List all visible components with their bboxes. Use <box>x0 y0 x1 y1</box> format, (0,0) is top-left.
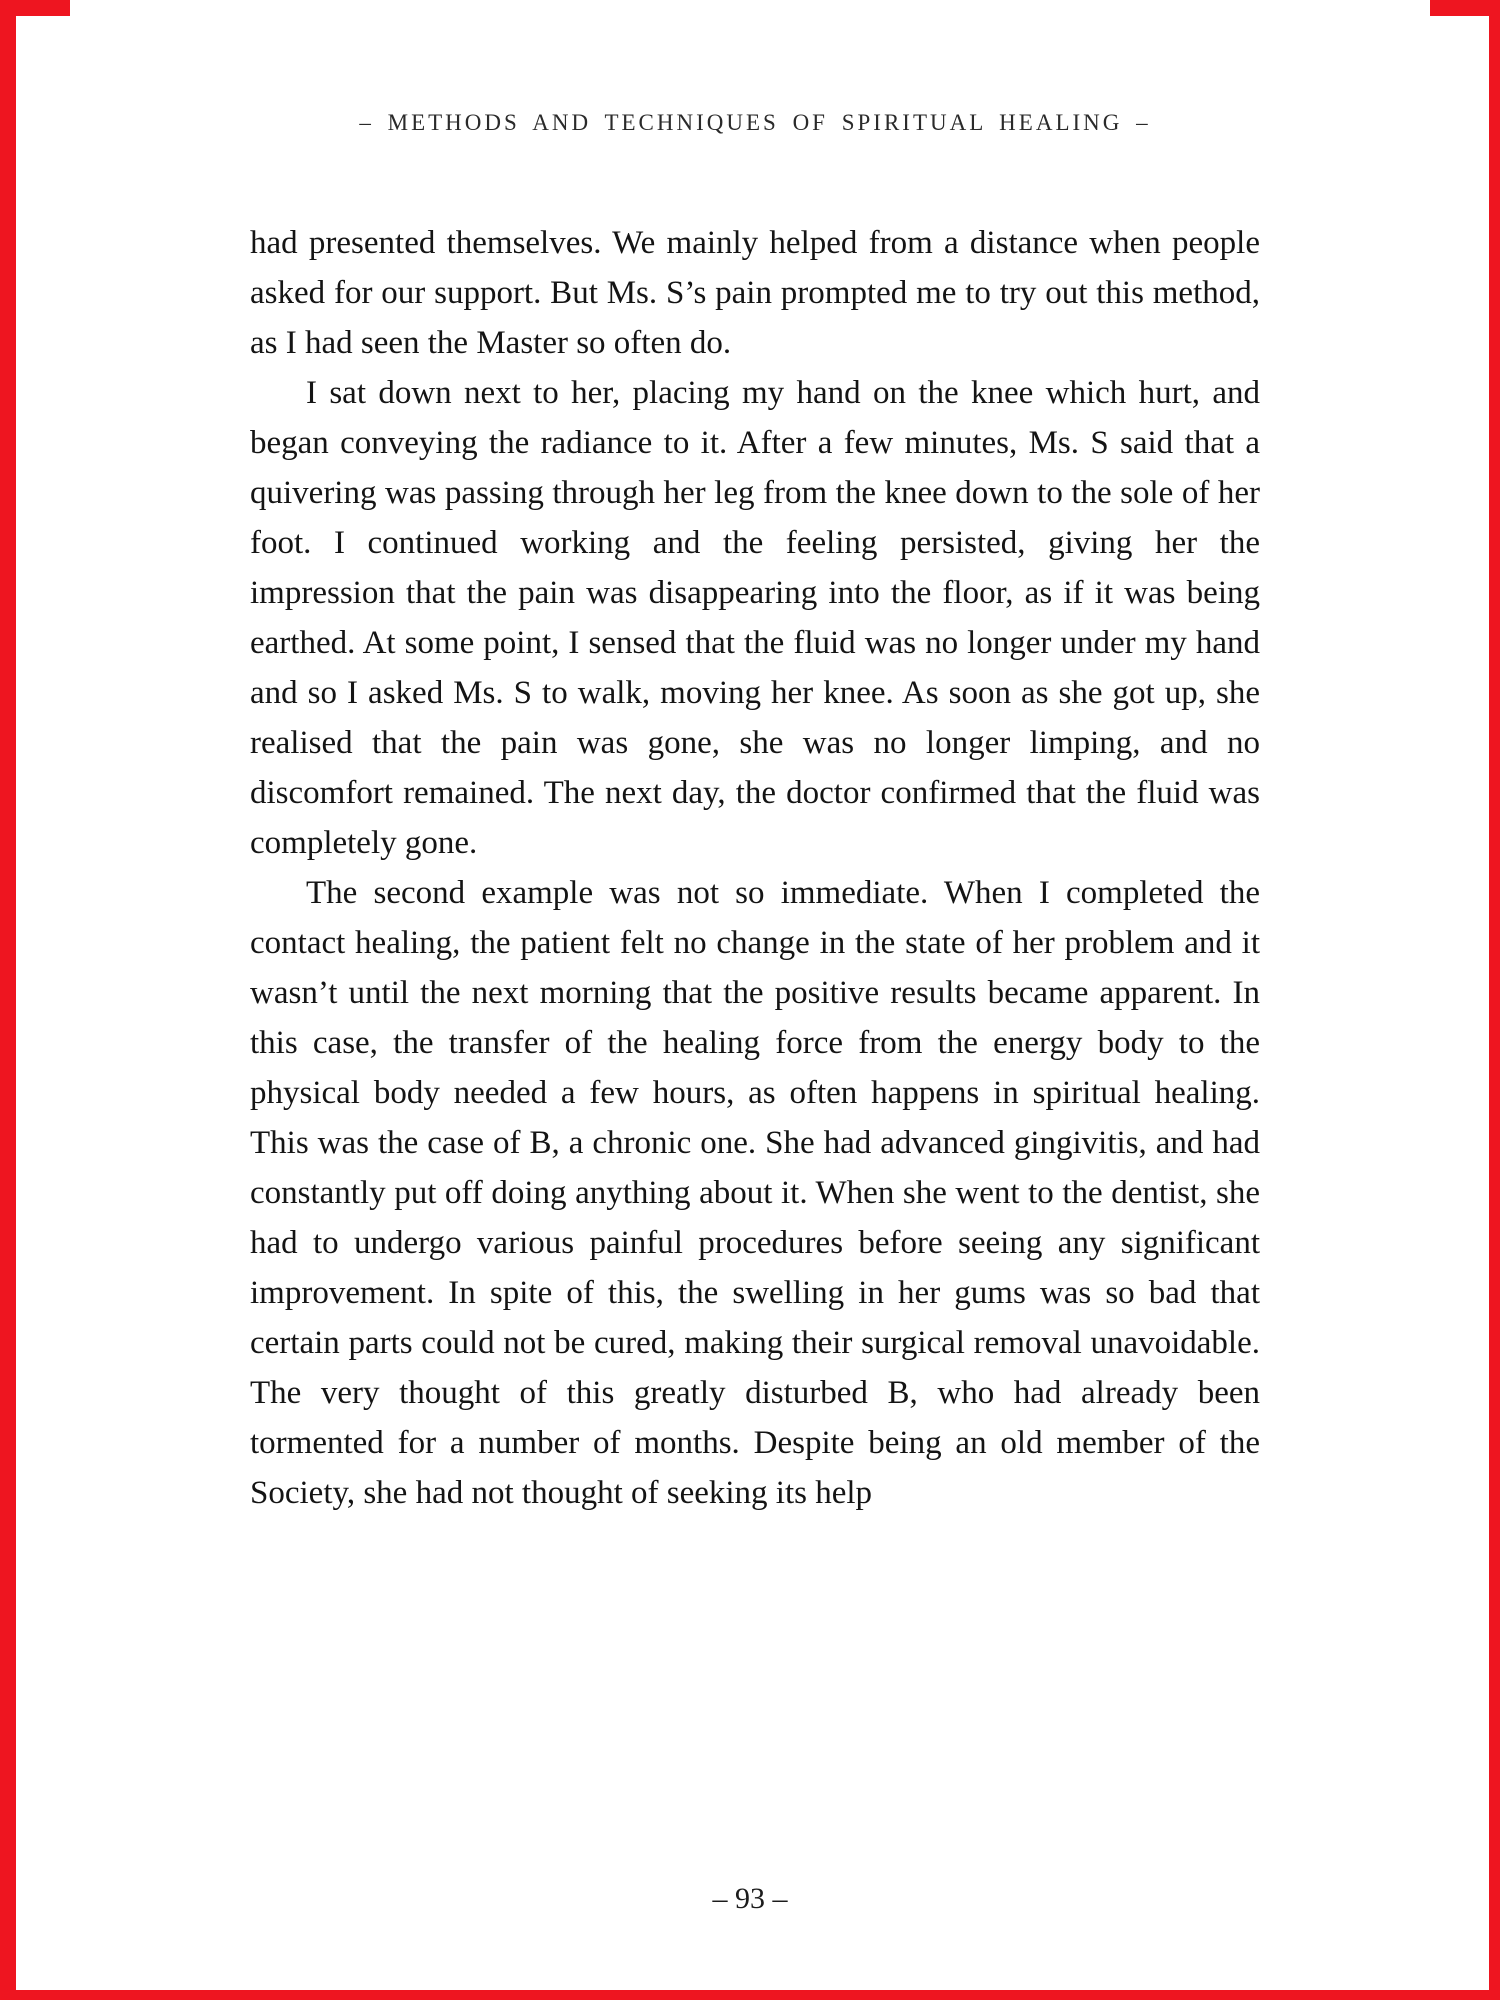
body-text <box>250 218 1260 1518</box>
paragraph: I sat down next to her, placing my hand on the knee which hurt, and began conveying the radiance to it. After a few minutes, Ms. S said that a quivering was passing through her leg from the knee down to the sole of her foot. I continued working and the feeling persisted, giving her the impression that the pain was disappearing into the floor, as if it was being earthed. At some point, I sensed that the fluid was no longer under my hand and so I asked Ms. S to walk, moving her knee. As soon as she got up, she realised that the pain was gone, she was no longer limping, and no discomfort remained. The next day, the doctor confirmed that the fluid was completely gone. <box>250 375 1260 861</box>
page-number: – 93 – <box>712 1882 788 1915</box>
paragraph: had presented themselves. We mainly helped from a distance when people asked for our support. But Ms. S’s pain prompted me to try out this method, as I had seen the Master so often do. <box>250 225 1260 361</box>
scan-edge-top-right <box>1430 0 1500 16</box>
running-head: – METHODS AND TECHNIQUES OF SPIRITUAL HEALING – <box>359 110 1151 135</box>
scan-edge-top-left <box>0 0 70 16</box>
page-content <box>250 0 1260 1518</box>
paragraph: The second example was not so immediate. When I completed the contact healing, the patient felt no change in the state of her problem and it wasn’t until the next morning that the positive results became apparent. In this case, the transfer of the healing force from the energy body to the physical body needed a few hours, as often happens in spiritual healing. This was the case of B, a chronic one. She had advanced gingivitis, and had constantly put off doing anything about it. When she went to the dentist, she had to undergo various painful procedures before seeing any significant improvement. In spite of this, the swelling in her gums was so bad that certain parts could not be cured, making their surgical removal unavoidable. The very thought of this greatly disturbed B, who had already been tormented for a number of months. Despite being an old member of the Society, she had not thought of seeking its help <box>250 875 1260 1511</box>
scan-edge-bottom <box>0 1990 1500 2000</box>
scan-edge-left <box>0 0 16 2000</box>
scan-edge-right <box>1489 0 1500 2000</box>
